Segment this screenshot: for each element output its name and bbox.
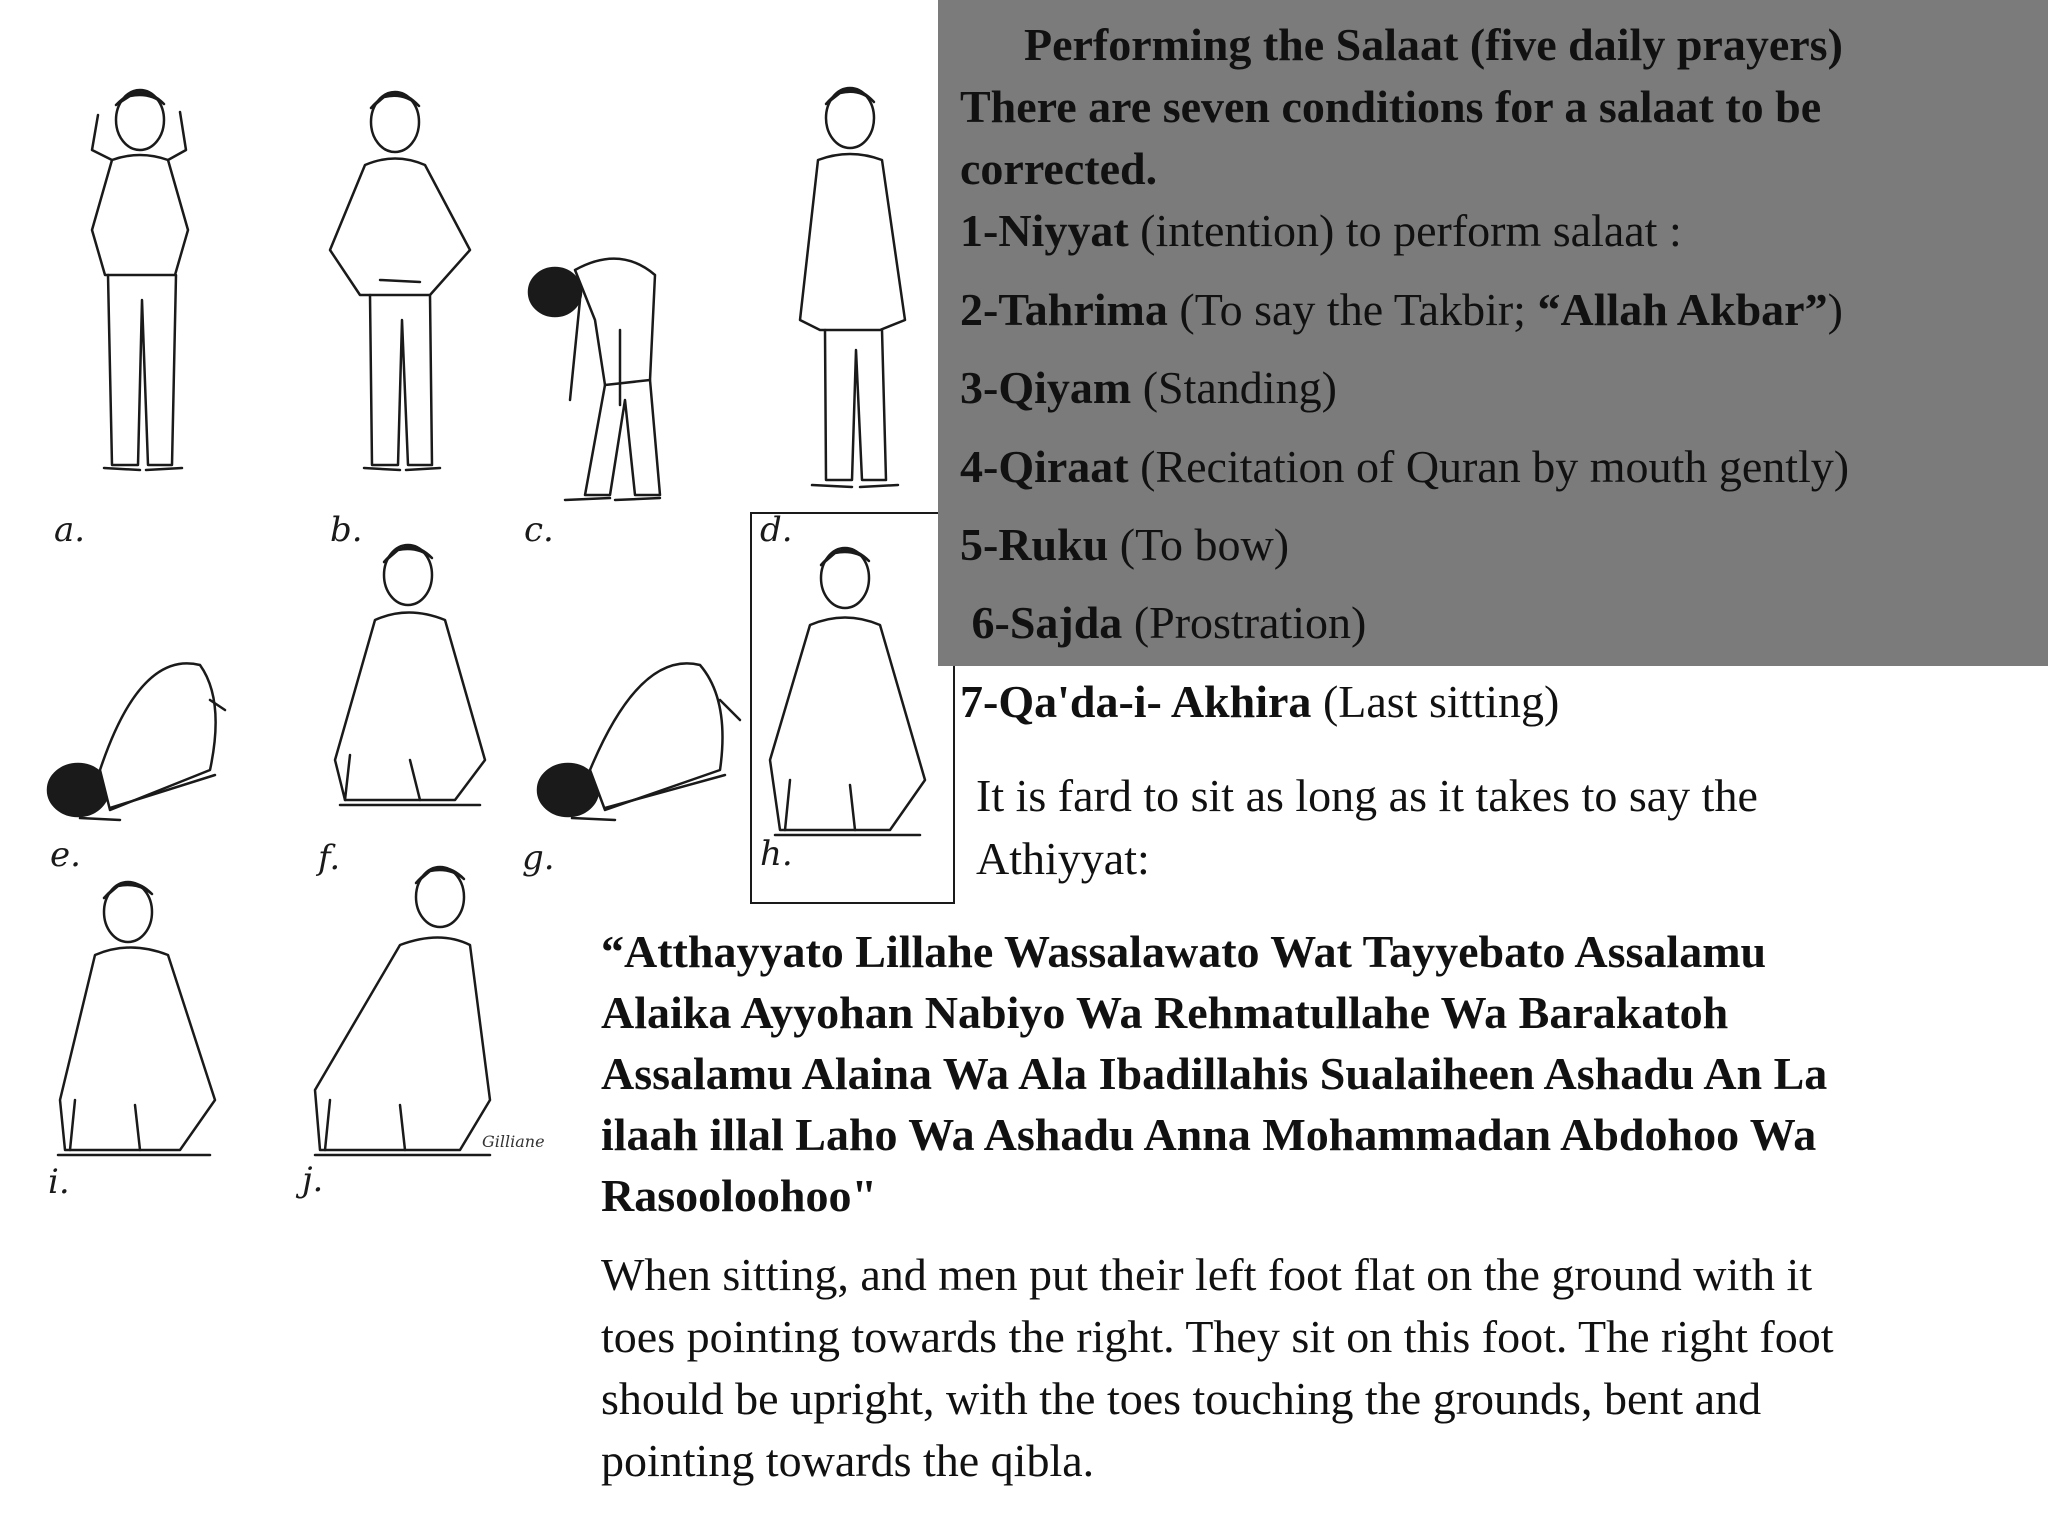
condition-3: [960, 362, 1337, 413]
condition-desc: (Recitation of Quran by mouth gently): [1128, 441, 1850, 492]
condition-2: [960, 284, 1843, 335]
figure-label-h: h.: [760, 834, 793, 874]
intro-line-2: corrected.: [960, 143, 1158, 194]
sitting-line-3: should be upright, with the toes touching the grounds, bent and: [601, 1373, 1762, 1424]
condition-desc: (Standing): [1131, 362, 1337, 413]
figure-label-f: f.: [318, 838, 341, 878]
condition-term: 5-Ruku: [960, 519, 1109, 570]
athiyyat-line-1: “Atthayyato Lillahe Wassalawato Wat Tayyebato Assalamu: [601, 926, 1767, 977]
intro-line-1: There are seven conditions for a salaat to be: [960, 81, 1822, 132]
figure-label-b: b.: [330, 510, 363, 550]
page-title: Performing the Salaat (five daily prayers): [1024, 19, 1843, 70]
athiyyat-line-2: Alaika Ayyohan Nabiyo Wa Rehmatullahe Wa Barakatoh: [601, 987, 1729, 1038]
condition-1: [960, 205, 1682, 256]
condition-desc: (To bow): [1108, 519, 1290, 570]
figure-label-i: i.: [48, 1162, 70, 1202]
sitting-line-2: toes pointing towards the right. They sit on this foot. The right foot: [601, 1311, 1834, 1362]
condition-quote: “Allah Akbar”: [1537, 284, 1828, 335]
condition-desc: (Prostration): [1122, 597, 1367, 648]
condition-6: [960, 597, 1367, 648]
condition-7: [960, 676, 1560, 727]
figure-label-g: g.: [522, 838, 555, 878]
fard-note-line-1: It is fard to sit as long as it takes to say the: [976, 770, 1758, 821]
artist-signature: Gilliane: [482, 1132, 545, 1151]
figure-label-j: j.: [302, 1160, 324, 1200]
condition-term: 4-Qiraat: [960, 441, 1129, 492]
figure-h-frame: [750, 512, 955, 904]
figure-f-sitting: [335, 545, 485, 805]
condition-close: ): [1827, 284, 1843, 335]
figure-label-c: c.: [524, 510, 554, 550]
condition-term: 6-Sajda: [960, 597, 1123, 648]
figure-b-qiyam: [330, 92, 470, 470]
athiyyat-line-4: ilaah illal Laho Wa Ashadu Anna Mohammadan Abdohoo Wa: [601, 1109, 1817, 1160]
condition-desc: (To say the Takbir;: [1167, 284, 1538, 335]
figure-label-a: a.: [54, 510, 86, 550]
fard-note-line-2: Athiyyat:: [976, 833, 1150, 884]
figure-label-e: e.: [50, 835, 81, 875]
condition-term: 7-Qa'da-i- Akhira: [960, 676, 1312, 727]
condition-desc: (intention) to perform salaat :: [1128, 205, 1682, 256]
condition-term: 3-Qiyam: [960, 362, 1132, 413]
athiyyat-line-5: Rasooloohoo": [601, 1170, 878, 1221]
figure-g-sajda: [538, 663, 740, 820]
sitting-line-1: When sitting, and men put their left foot flat on the ground with it: [601, 1249, 1813, 1300]
athiyyat-line-3: Assalamu Alaina Wa Ala Ibadillahis Sualaiheen Ashadu An La: [601, 1048, 1828, 1099]
condition-term: 1-Niyyat: [960, 205, 1129, 256]
figure-j-sitting: [315, 867, 490, 1155]
figure-a-takbir: [92, 90, 188, 470]
condition-4: [960, 441, 1850, 492]
figure-e-sajda: [48, 663, 225, 820]
figure-d-standing: [800, 88, 905, 487]
condition-desc: (Last sitting): [1311, 676, 1560, 727]
figure-label-d: d.: [760, 510, 793, 550]
sitting-line-4: pointing towards the qibla.: [601, 1435, 1095, 1486]
figure-i-sitting: [58, 882, 215, 1155]
figure-c-ruku: [529, 259, 660, 500]
condition-5: [960, 519, 1290, 570]
condition-term: 2-Tahrima: [960, 284, 1168, 335]
